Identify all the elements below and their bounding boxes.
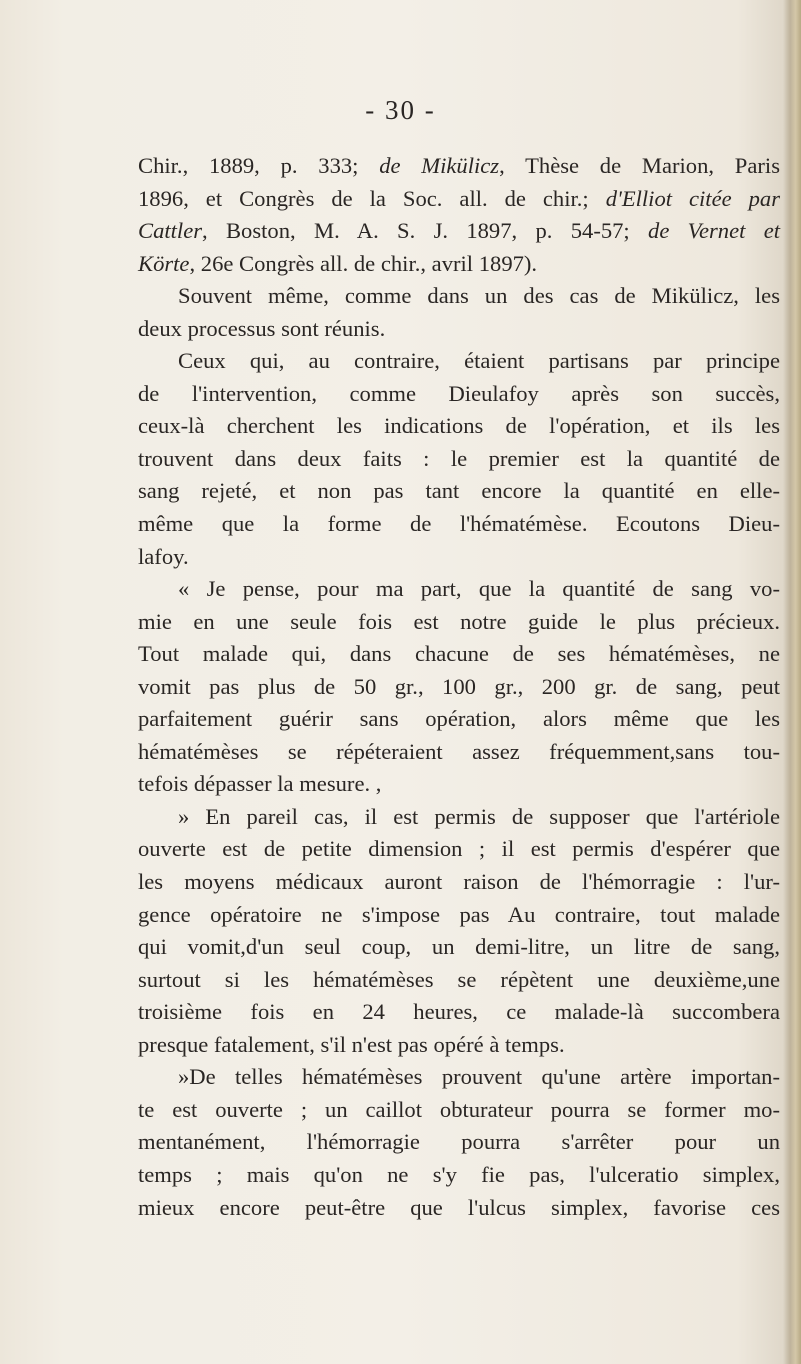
text-line: Körte, 26e Congrès all. de chir., avril 1897).: [138, 250, 538, 276]
body-text: [138, 150, 780, 1224]
text-line: ouverte est de petite dimension ; il est permis d'espérer que: [138, 836, 780, 862]
text-line: »De telles hématémèses prouvent qu'une artère importan-: [178, 1064, 780, 1090]
text-line: temps ; mais qu'on ne s'y fie pas, l'ulceratio simplex,: [138, 1161, 780, 1187]
text-line: surtout si les hématémèses se répètent une deuxième,une: [138, 966, 780, 992]
page-number: - 30 -: [365, 95, 436, 125]
text-line: même que la forme de l'hématémèse. Ecoutons Dieu-: [138, 511, 780, 537]
text-line: trouvent dans deux faits : le premier est la quantité de: [138, 445, 780, 471]
text-line: Tout malade qui, dans chacune de ses hématémèses, ne: [138, 641, 780, 667]
text-line: Souvent même, comme dans un des cas de Mikülicz, les: [178, 283, 780, 309]
text-line: lafoy.: [138, 543, 189, 569]
text-line: Ceux qui, au contraire, étaient partisans par principe: [178, 348, 780, 374]
text-line: qui vomit,d'un seul coup, un demi-litre, un litre de sang,: [138, 934, 780, 960]
text-line: de l'intervention, comme Dieulafoy après son succès,: [138, 380, 780, 406]
text-line: mentanément, l'hémorragie pourra s'arrêter pour un: [138, 1129, 780, 1155]
text-line: parfaitement guérir sans opération, alors même que les: [138, 706, 780, 732]
text-line: vomit pas plus de 50 gr., 100 gr., 200 gr. de sang, peut: [138, 673, 780, 699]
text-line: Chir., 1889, p. 333; de Mikülicz, Thèse de Marion, Paris: [138, 153, 780, 178]
text-line: hématémèses se répéteraient assez fréquemment,sans tou-: [138, 738, 780, 764]
page-edge-shadow: [783, 0, 801, 1364]
text-line: sang rejeté, et non pas tant encore la quantité en elle-: [138, 478, 780, 504]
text-line: mie en une seule fois est notre guide le plus précieux.: [138, 608, 780, 634]
text-line: deux processus sont réunis.: [138, 315, 386, 341]
text-line: » En pareil cas, il est permis de supposer que l'artériole: [178, 803, 780, 829]
text-line: ceux-là cherchent les indications de l'opération, et ils les: [138, 413, 780, 439]
text-line: gence opératoire ne s'impose pas Au contraire, tout malade: [138, 901, 780, 927]
text-line: 1896, et Congrès de la Soc. all. de chir.; d'Elliot citée par: [138, 185, 780, 211]
text-line: troisième fois en 24 heures, ce malade-là succombera: [138, 999, 780, 1025]
text-line: « Je pense, pour ma part, que la quantité de sang vo-: [178, 576, 780, 602]
text-line: presque fatalement, s'il n'est pas opéré à temps.: [138, 1031, 565, 1057]
text-line: les moyens médicaux auront raison de l'hémorragie : l'ur-: [138, 869, 780, 895]
text-line: tefois dépasser la mesure. ,: [138, 771, 382, 797]
text-line: mieux encore peut-être que l'ulcus simplex, favorise ces: [138, 1194, 780, 1220]
text-line: te est ouverte ; un caillot obturateur pourra se former mo-: [138, 1096, 780, 1122]
text-line: Cattler, Boston, M. A. S. J. 1897, p. 54-57; de Vernet et: [138, 218, 780, 244]
